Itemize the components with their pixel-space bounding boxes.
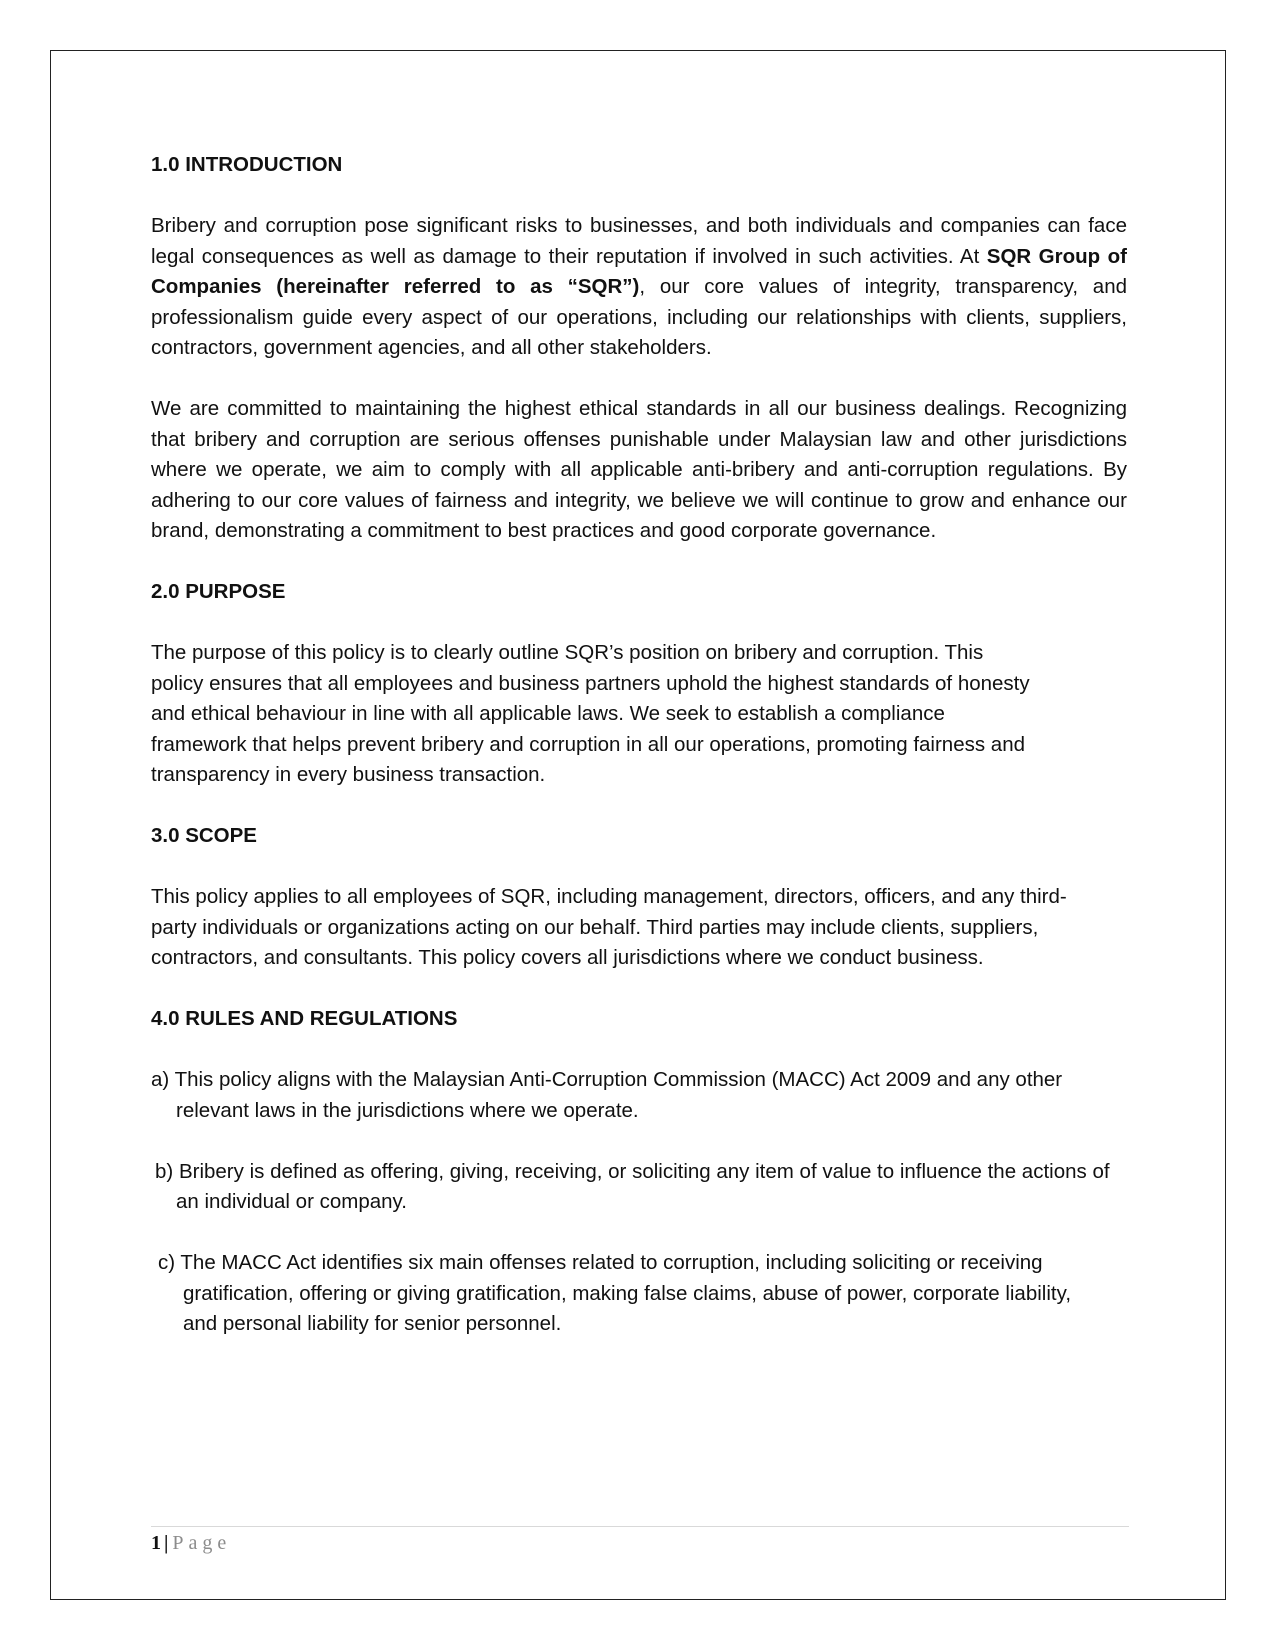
page-number: 1 [151,1532,161,1554]
list-marker: a) [151,1068,175,1091]
intro-text-after: , our core values of integrity, transparency, and professionalism guide every aspect of our operations, including our relationships with clients, suppliers, contractors, government agencies, and all other stakeholders. [151,275,1127,359]
section-heading-introduction: 1.0 INTRODUCTION [151,153,343,176]
rule-item-b [151,1157,1121,1218]
list-marker: c) [158,1251,181,1274]
list-item-text: This policy aligns with the Malaysian Anti-Corruption Commission (MACC) Act 2009 and any other relevant laws in the jurisdictions where we operate. [174,1068,1063,1122]
introduction-paragraph-1 [151,211,1127,364]
introduction-paragraph-2: We are committed to maintaining the highest ethical standards in all our business dealings. Recognizing that bribery and corruption are serious offenses punishable under Malaysian law and other jurisdictions where we operate, we aim to comply with all applicable anti-bribery and anti-corruption regulations. By adhering to our core values of fairness and integrity, we believe we will continue to grow and enhance our brand, demonstrating a commitment to best practices and good corporate governance. [151,397,1127,542]
page-footer [151,1532,231,1555]
section-heading-rules: 4.0 RULES AND REGULATIONS [151,1007,458,1030]
section-heading-scope: 3.0 SCOPE [151,824,257,847]
section-heading-purpose: 2.0 PURPOSE [151,580,286,603]
footer-divider [151,1526,1129,1527]
intro-text-before: Bribery and corruption pose significant risks to businesses, and both individuals and companies can face legal consequences as well as damage to their reputation if involved in such activities. At [151,214,1127,268]
list-marker: b) [155,1159,179,1183]
document-body [151,150,1127,1340]
purpose-paragraph: The purpose of this policy is to clearly outline SQR’s position on bribery and corruption. This policy ensures that all employees and business partners uphold the highest standards of honesty and ethical behaviour in line with all applicable laws. We seek to establish a compliance framework that helps prevent bribery and corruption in all our operations, promoting fairness and transparency in every business transaction. [151,641,1030,786]
page-label: Page [172,1532,232,1554]
footer-separator: | [164,1532,169,1554]
rule-item-a [151,1065,1106,1126]
list-item-text: The MACC Act identifies six main offenses related to corruption, including soliciting or receiving gratification, offering or giving gratification, making false claims, abuse of power, corporate liability, and personal liability for senior personnel. [180,1251,1072,1335]
list-item-text: Bribery is defined as offering, giving, receiving, or soliciting any item of value to influence the actions of an individual or company. [176,1159,1110,1213]
rule-item-c [151,1248,1103,1340]
scope-paragraph: This policy applies to all employees of SQR, including management, directors, officers, and any third-party individuals or organizations acting on our behalf. Third parties may include clients, suppliers, contractors, and consultants. This policy covers all jurisdictions where we conduct business. [151,885,1067,969]
company-name-bold: SQR Group of Companies (hereinafter referred to as “SQR”) [151,244,1127,298]
